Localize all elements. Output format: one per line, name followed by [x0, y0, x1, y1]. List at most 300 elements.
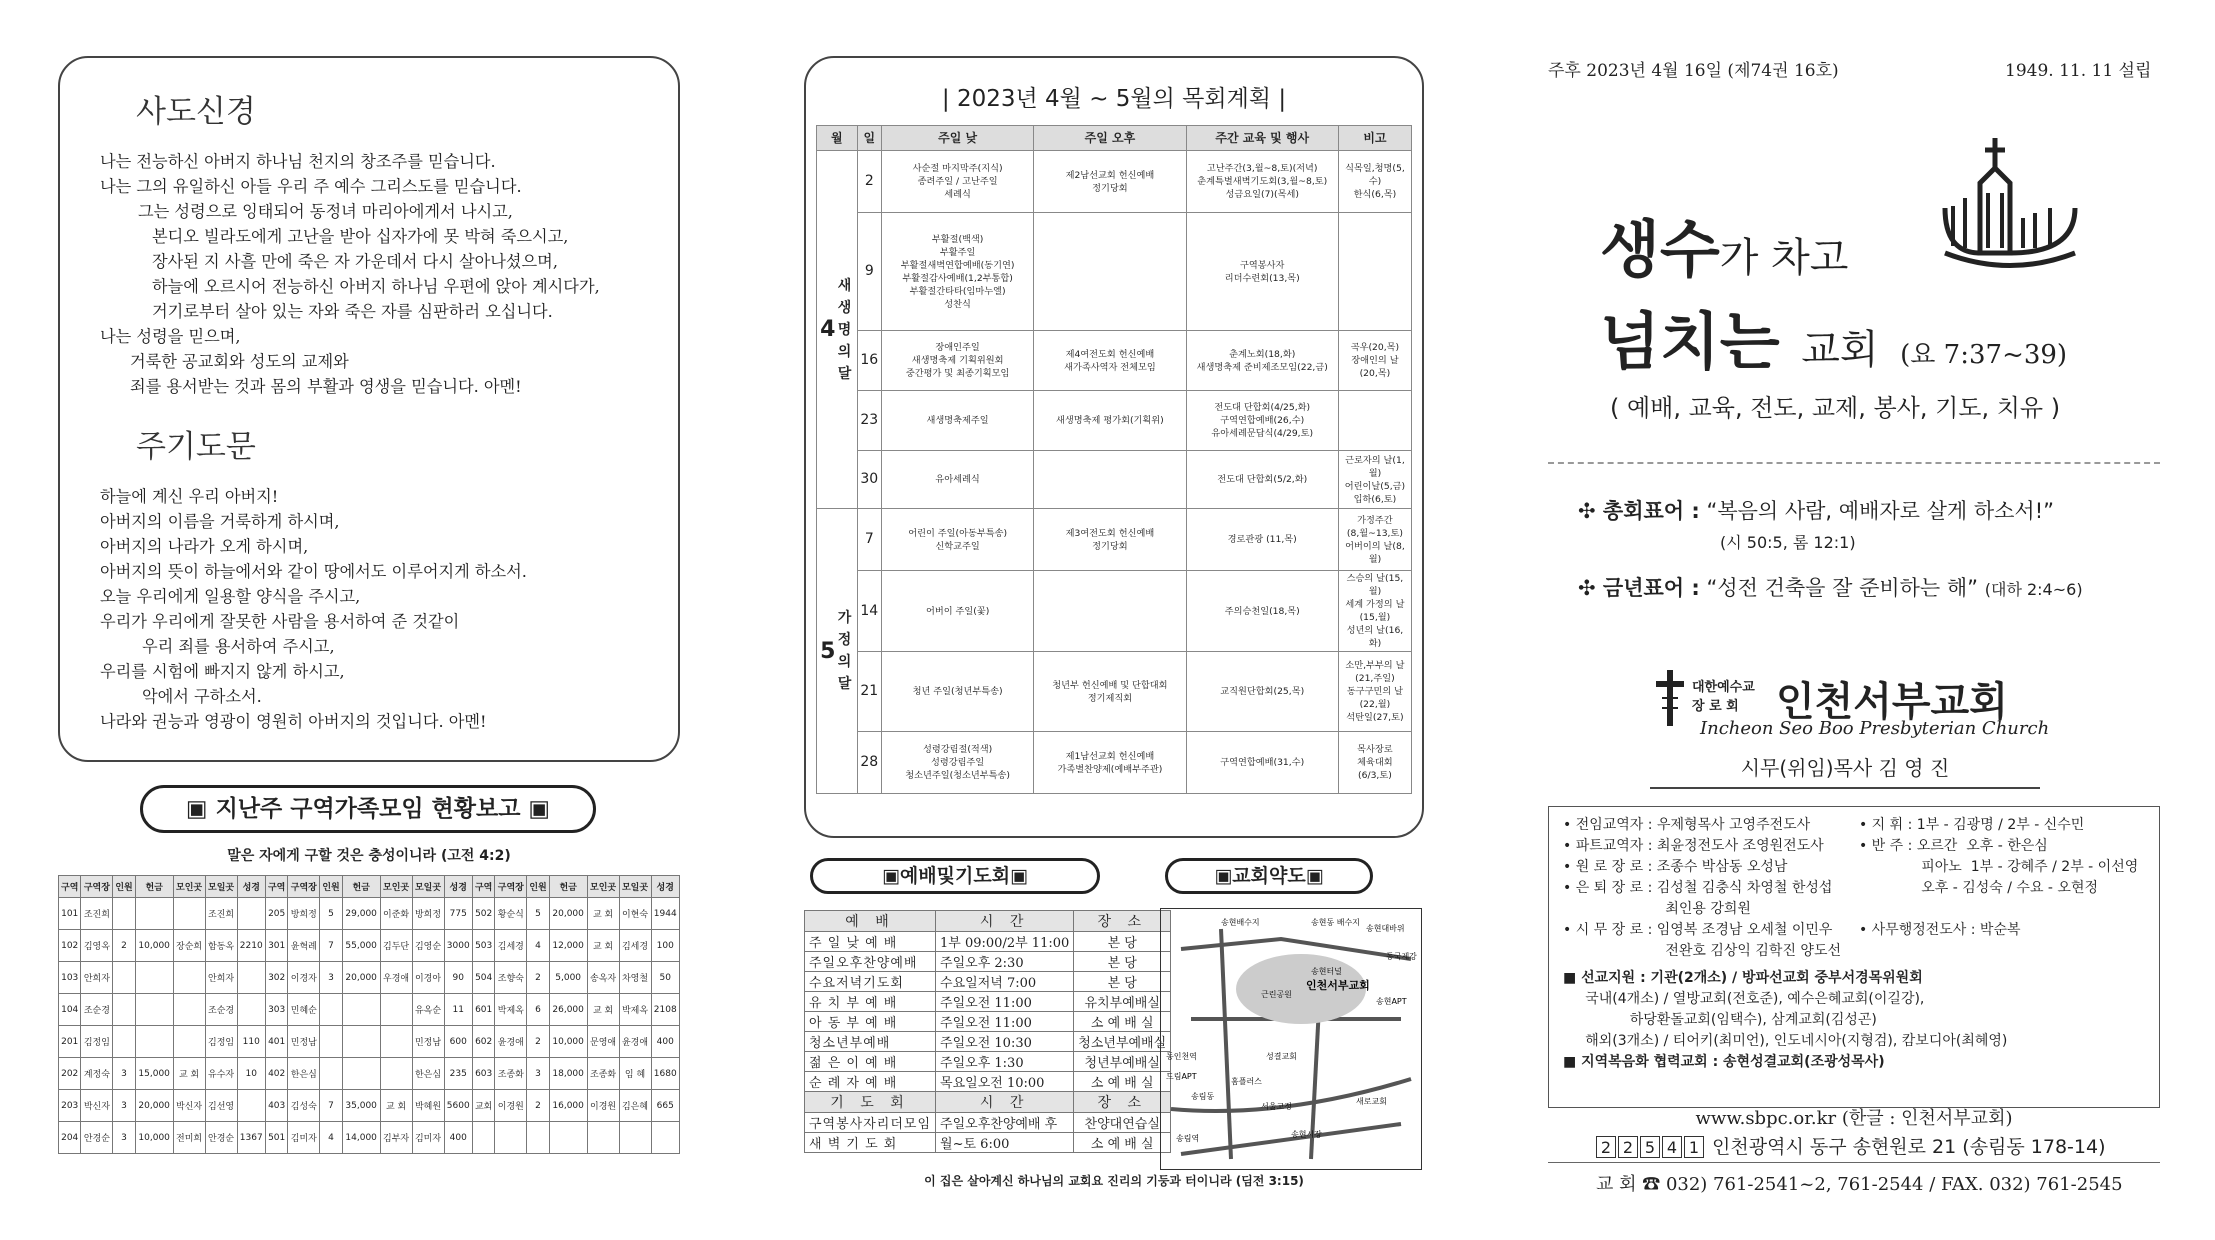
prayer-line: 우리 죄를 용서하여 주시고, [142, 637, 335, 656]
report-header-cell: 구역장 [288, 876, 320, 898]
report-cell [380, 1058, 412, 1090]
creed-line: 본디오 빌라도에게 고난을 받아 십자가에 못 박혀 죽으시고, [152, 227, 569, 246]
report-header-cell: 모일곳 [412, 876, 444, 898]
schedule-cell: 소만,부부의 날 (21,주일) 동구구민의 날 (22,월) 석탄일(27,토) [1338, 652, 1411, 732]
report-header-row [59, 876, 680, 898]
report-header-cell: 성경 [237, 876, 265, 898]
report-cell: 5600 [444, 1090, 472, 1122]
schedule-header-cell: 주일 오후 [1034, 126, 1186, 151]
worship-header-cell: 장 소 [1074, 1092, 1171, 1113]
schedule-day: 28 [857, 732, 881, 794]
prayer-line: 아버지의 나라가 오게 하시며, [100, 537, 309, 556]
schedule-day: 14 [857, 571, 881, 652]
prayer-line: 아버지의 이름을 거룩하게 하시며, [100, 512, 340, 531]
report-cell: 임 혜 [619, 1058, 651, 1090]
schedule-row [817, 391, 1412, 451]
report-cell: 2 [113, 930, 135, 962]
zip-digit: 4 [1662, 1136, 1682, 1158]
report-cell: 조순경 [81, 994, 113, 1026]
report-cell: 502 [472, 898, 494, 930]
worship-row [805, 1052, 1171, 1072]
map-label: 근린공원 [1261, 990, 1292, 999]
schedule-cell: 어버이 주일(꽃) [881, 571, 1033, 652]
map-label: 성결교회 [1266, 1052, 1297, 1061]
schedule-month-theme: 새 생 명 의 달 [837, 277, 852, 382]
report-header-cell: 인원 [113, 876, 135, 898]
creed-line: 나는 전능하신 아버지 하나님 천지의 창조주를 믿습니다. [100, 152, 496, 171]
report-cell: 504 [472, 962, 494, 994]
report-cell: 이경원 [495, 1090, 527, 1122]
report-cell: 101 [59, 898, 81, 930]
report-cell: 3 [527, 1058, 549, 1090]
slogan-1b: 가 차고 [1719, 235, 1849, 281]
denom-line1: 대한예수교 [1692, 680, 1755, 695]
report-cell: 안희자 [81, 962, 113, 994]
map-label: 서울고정 [1261, 1102, 1292, 1111]
motto1-label: ✣ 총회표어 : [1578, 499, 1700, 523]
phone: 교 회 ☎ 032) 761-2541~2, 761-2544 / FAX. 032) 761-2545 [1596, 1174, 2123, 1195]
schedule-cell: 사순절 마지막주(지식) 종려주일 / 고난주일 세례식 [881, 151, 1033, 213]
report-cell: 204 [59, 1122, 81, 1154]
report-header-cell: 구역장 [81, 876, 113, 898]
slogan-line2 [1600, 292, 2067, 381]
map-label: 홈플러스 [1231, 1077, 1262, 1086]
report-cell: 방희정 [288, 898, 320, 930]
prayer-line: 아버지의 뜻이 하늘에서와 같이 땅에서도 이루어지게 하소서. [100, 562, 527, 581]
report-cell: 302 [265, 962, 287, 994]
report-cell: 황순식 [495, 898, 527, 930]
staff-line [1859, 899, 2145, 920]
report-header-cell: 구역 [472, 876, 494, 898]
report-cell: 안경순 [205, 1122, 237, 1154]
report-header-cell: 인원 [320, 876, 342, 898]
creed-title: 사도신경 [136, 94, 256, 130]
report-cell: 2108 [651, 994, 680, 1026]
worship-cell: 주일오후 1:30 [936, 1052, 1074, 1072]
report-cell [380, 994, 412, 1026]
schedule-cell [1338, 391, 1411, 451]
report-cell: 김정임 [81, 1026, 113, 1058]
report-cell: 301 [265, 930, 287, 962]
schedule-day: 30 [857, 451, 881, 509]
staff-box [1548, 806, 2160, 1108]
staff-line: • 반 주 : 오르간 오후 - 한은심 [1858, 838, 2048, 854]
schedule-cell [1034, 571, 1186, 652]
partner-church: ■ 지역복음화 협력교회 : 송현성결교회(조광성목사) [1563, 1054, 1885, 1070]
slogan-2b: 교회 [1801, 327, 1879, 373]
report-cell: 100 [651, 930, 680, 962]
report-row [59, 962, 680, 994]
schedule-cell: 새생명축제주일 [881, 391, 1033, 451]
report-cell: 박혜원 [412, 1090, 444, 1122]
report-cell [380, 1026, 412, 1058]
map-label: 송현동 배수지 [1311, 918, 1360, 927]
worship-cell: 찬양대연습실 [1074, 1113, 1171, 1133]
worship-cell: 청소년부예배 [805, 1032, 936, 1052]
schedule-cell: 제1남선교회 헌신예배 가족별찬양제(예배부주관) [1034, 732, 1186, 794]
road-line [1181, 1124, 1401, 1154]
map-label: 송현대바위 [1366, 924, 1405, 933]
ministry-list: ( 예배, 교육, 전도, 교제, 봉사, 기도, 치유 ) [1610, 394, 2061, 422]
report-header-cell: 구역 [265, 876, 287, 898]
schedule-cell: 제2남선교회 헌신예배 정기당회 [1034, 151, 1186, 213]
map-label: 송림동 [1191, 1092, 1215, 1101]
map-label: 동국제강 [1386, 952, 1417, 961]
report-cell [342, 1058, 380, 1090]
schedule-row [817, 571, 1412, 652]
report-cell: 201 [59, 1026, 81, 1058]
schedule-day: 7 [857, 509, 881, 571]
zip-digit: 1 [1684, 1136, 1704, 1158]
report-cell: 이경아 [412, 962, 444, 994]
prayer-line: 악에서 구하소서. [142, 687, 262, 706]
report-cell: 민혜순 [288, 994, 320, 1026]
report-cell: 14,000 [342, 1122, 380, 1154]
worship-cell: 본 당 [1074, 952, 1171, 972]
report-cell: 2 [527, 1026, 549, 1058]
report-cell: 차영철 [619, 962, 651, 994]
report-cell: 전미희 [173, 1122, 205, 1154]
report-cell: 16,000 [549, 1090, 587, 1122]
schedule-row [817, 451, 1412, 509]
worship-row [805, 1113, 1171, 1133]
report-cell: 303 [265, 994, 287, 1026]
report-cell [549, 1122, 587, 1154]
report-cell [173, 1026, 205, 1058]
report-cell: 4 [527, 930, 549, 962]
report-cell: 한은심 [412, 1058, 444, 1090]
report-cell: 교 회 [587, 898, 619, 930]
schedule-cell: 주의승천일(18,목) [1186, 571, 1338, 652]
report-cell: 5 [527, 898, 549, 930]
report-cell: 3 [113, 1058, 135, 1090]
issue-date: 주후 2023년 4월 16일 (제74권 16호) [1548, 61, 1839, 81]
worship-header-cell: 시 간 [936, 911, 1074, 932]
worship-cell: 본 당 [1074, 972, 1171, 992]
worship-cell: 주일오후찬양예배 후 [936, 1113, 1074, 1133]
worship-cell: 청소년부예배실 [1074, 1032, 1171, 1052]
report-cell: 2 [527, 1090, 549, 1122]
report-cell: 민정남 [288, 1026, 320, 1058]
report-cell: 이현숙 [619, 898, 651, 930]
schedule-cell: 춘계노회(18,화) 새생명축제 준비제조모임(22,금) [1186, 331, 1338, 391]
report-cell: 김정임 [205, 1026, 237, 1058]
mission-line: ■ 선교지원 : 기관(2개소) / 방파선교회 중부서경목위원회 [1563, 970, 1923, 986]
report-cell [135, 994, 173, 1026]
map-label: 인천서부교회 [1306, 979, 1370, 992]
report-verse: 말은 자에게 구할 것은 충성이니라 (고전 4:2) [227, 848, 511, 864]
prayer-text [100, 484, 638, 734]
report-cell: 50 [651, 962, 680, 994]
worship-row [805, 1012, 1171, 1032]
report-cell: 400 [651, 1026, 680, 1058]
creed-text [100, 149, 638, 399]
schedule-cell: 장애인주일 새생명축제 기획위원회 중간평가 및 최종기획모임 [881, 331, 1033, 391]
report-row [59, 1122, 680, 1154]
report-cell: 10,000 [135, 930, 173, 962]
worship-row [805, 992, 1171, 1012]
schedule-day: 23 [857, 391, 881, 451]
schedule-day: 21 [857, 652, 881, 732]
report-cell: 203 [59, 1090, 81, 1122]
staff-line: 전완호 김상익 김학진 양도선 [1563, 943, 1841, 959]
report-cell: 2210 [237, 930, 265, 962]
creed-line: 거기로부터 살아 있는 자와 죽은 자를 심판하러 오십니다. [152, 302, 553, 321]
prayer-line: 나라와 권능과 영광이 영원히 아버지의 것입니다. 아멘! [100, 712, 487, 731]
worship-cell: 주일오전 11:00 [936, 1012, 1074, 1032]
report-cell: 교 회 [380, 1090, 412, 1122]
report-cell [135, 898, 173, 930]
schedule-cell: 경로관광 (11,목) [1186, 509, 1338, 571]
report-cell: 윤경애 [495, 1026, 527, 1058]
report-cell: 10,000 [549, 1026, 587, 1058]
mission-support [1563, 968, 2145, 1052]
report-header-cell: 헌금 [549, 876, 587, 898]
report-cell [619, 1122, 651, 1154]
report-cell [342, 1026, 380, 1058]
church-name: 인천서부교회 [1776, 679, 2008, 725]
schedule-cell: 전도대 단합회(4/25,화) 구역연합예배(26,수) 유아세례문답식(4/29,토) [1186, 391, 1338, 451]
staff-right [1859, 815, 2145, 962]
report-cell [237, 962, 265, 994]
report-cell: 403 [265, 1090, 287, 1122]
mission-line: 국내(4개소) / 열방교회(전호준), 예수은혜교회(이길강), [1563, 991, 1925, 1007]
schedule-cell: 목사장로 체육대회 (6/3,토) [1338, 732, 1411, 794]
report-cell: 10 [237, 1058, 265, 1090]
schedule-header-cell: 비고 [1338, 126, 1411, 151]
report-cell: 603 [472, 1058, 494, 1090]
report-cell [113, 962, 135, 994]
schedule-row [817, 331, 1412, 391]
report-row [59, 994, 680, 1026]
report-cell: 김은혜 [619, 1090, 651, 1122]
report-cell: 600 [444, 1026, 472, 1058]
schedule-cell: 구역연합예배(31,수) [1186, 732, 1338, 794]
report-cell: 400 [444, 1122, 472, 1154]
staff-line: • 원 로 장 로 : 조종수 박삼동 오성남 [1563, 859, 1788, 875]
creed-panel [58, 56, 680, 762]
worship-cell: 월~토 6:00 [936, 1133, 1074, 1153]
report-cell: 29,000 [342, 898, 380, 930]
report-cell: 7 [320, 930, 342, 962]
address-text: 인천광역시 동구 송현원로 21 (송림동 178-14) [1712, 1136, 2106, 1158]
worship-table [804, 910, 1167, 1153]
zip-digit: 2 [1596, 1136, 1616, 1158]
worship-header-cell: 기 도 회 [805, 1092, 936, 1113]
zip-digit: 2 [1618, 1136, 1638, 1158]
worship-grid [804, 910, 1171, 1153]
creed-line: 장사된 지 사흘 만에 죽은 자 가운데서 다시 살아나셨으며, [152, 252, 558, 271]
schedule-panel [804, 56, 1424, 838]
report-cell [342, 994, 380, 1026]
report-cell: 안희자 [205, 962, 237, 994]
report-header-cell: 모인곳 [380, 876, 412, 898]
worship-cell: 유 치 부 예 배 [805, 992, 936, 1012]
report-header-cell: 구역 [59, 876, 81, 898]
schedule-header-cell: 월 [817, 126, 858, 151]
report-cell: 11 [444, 994, 472, 1026]
report-cell [173, 898, 205, 930]
staff-columns [1563, 815, 2145, 962]
staff-line: 최인용 강희원 [1563, 901, 1751, 917]
map-label: 송림역 [1176, 1134, 1200, 1143]
schedule-cell: 유아세례식 [881, 451, 1033, 509]
schedule-month [817, 509, 858, 794]
report-cell: 교 회 [587, 930, 619, 962]
motto2-text: “성전 건축을 잘 준비하는 해” [1706, 576, 1979, 600]
cross-logo-icon [1652, 668, 1688, 728]
slogan-ref: (요 7:37~39) [1900, 340, 2068, 370]
schedule-table [816, 125, 1412, 794]
map-label: 송현APT [1376, 997, 1407, 1006]
report-cell: 이경자 [288, 962, 320, 994]
report-header-cell: 성경 [444, 876, 472, 898]
report-cell: 503 [472, 930, 494, 962]
report-cell: 110 [237, 1026, 265, 1058]
staff-line: 오후 - 김성숙 / 수요 - 오현정 [1858, 880, 2099, 896]
footer-verse: 이 집은 살아계신 하나님의 교회요 진리의 기둥과 터이니라 (딤전 3:15) [924, 1174, 1304, 1188]
schedule-month-number: 4 [820, 317, 836, 342]
report-cell [651, 1122, 680, 1154]
divider-dashed [1548, 462, 2160, 464]
report-cell: 한은심 [288, 1058, 320, 1090]
creed-line: 거룩한 공교회와 성도의 교제와 [130, 352, 349, 371]
worship-row [805, 1072, 1171, 1092]
worship-header-row [805, 911, 1171, 932]
report-cell: 조향숙 [495, 962, 527, 994]
report-cell: 계정숙 [81, 1058, 113, 1090]
prayer-line: 하늘에 계신 우리 아버지! [100, 487, 279, 506]
staff-line: • 은 퇴 장 로 : 김성철 김충식 차영철 한성섭 [1563, 880, 1833, 896]
report-cell: 장순희 [173, 930, 205, 962]
report-cell: 김성숙 [288, 1090, 320, 1122]
motto2-label: ✣ 금년표어 : [1578, 576, 1700, 600]
staff-line: • 전임교역자 : 우제형목사 고영주전도사 [1563, 817, 1811, 833]
report-cell: 10,000 [135, 1122, 173, 1154]
schedule-cell: 어린이 주일(아동부특송) 신학교주일 [881, 509, 1033, 571]
report-cell: 박신자 [81, 1090, 113, 1122]
worship-cell: 수요저녁기도회 [805, 972, 936, 992]
creed-line: 하늘에 오르시어 전능하신 아버지 하나님 우편에 앉아 계시다가, [152, 277, 600, 296]
report-cell: 7 [320, 1090, 342, 1122]
report-cell: 20,000 [342, 962, 380, 994]
report-header-cell: 모인곳 [587, 876, 619, 898]
report-cell: 김세경 [495, 930, 527, 962]
report-cell: 5 [320, 898, 342, 930]
motto-general [1578, 495, 2054, 525]
report-cell [135, 962, 173, 994]
church-bible-icon [1935, 128, 2085, 278]
worship-row [805, 932, 1171, 952]
report-cell: 402 [265, 1058, 287, 1090]
report-title: ▣ 지난주 구역가족모임 현황보고 ▣ [140, 785, 596, 833]
report-cell: 401 [265, 1026, 287, 1058]
report-row [59, 930, 680, 962]
report-cell: 김미자 [288, 1122, 320, 1154]
map-label: 동인천역 [1166, 1052, 1197, 1061]
report-cell [320, 1058, 342, 1090]
prayer-line: 오늘 우리에게 일용할 양식을 주시고, [100, 587, 361, 606]
schedule-cell: 구역봉사자 리더수련회(13,목) [1186, 213, 1338, 331]
report-cell: 35,000 [342, 1090, 380, 1122]
report-cell: 우경애 [380, 962, 412, 994]
report-cell [237, 1090, 265, 1122]
worship-row [805, 952, 1171, 972]
report-cell: 윤혁례 [288, 930, 320, 962]
slogan-2a: 넘치는 [1600, 305, 1780, 378]
report-cell [135, 1026, 173, 1058]
schedule-cell: 성령강림절(적색) 성령강림주일 청소년주일(청소년부특송) [881, 732, 1033, 794]
worship-cell: 주일오전 11:00 [936, 992, 1074, 1012]
report-cell: 501 [265, 1122, 287, 1154]
schedule-month-number: 5 [820, 638, 836, 664]
report-cell: 90 [444, 962, 472, 994]
report-cell: 235 [444, 1058, 472, 1090]
schedule-cell: 곡우(20,목) 장애인의 날 (20,목) [1338, 331, 1411, 391]
report-cell: 문영애 [587, 1026, 619, 1058]
report-cell: 665 [651, 1090, 680, 1122]
report-cell: 김세경 [619, 930, 651, 962]
schedule-cell [1338, 213, 1411, 331]
worship-header-cell: 예 배 [805, 911, 936, 932]
worship-cell: 목요일오전 10:00 [936, 1072, 1074, 1092]
pastor-name: 시무(위임)목사 김 영 진 [1650, 752, 2040, 789]
schedule-header-row [817, 126, 1412, 151]
worship-cell: 본 당 [1074, 932, 1171, 952]
worship-cell: 젊 은 이 예 배 [805, 1052, 936, 1072]
schedule-cell: 교직원단합회(25,목) [1186, 652, 1338, 732]
report-cell: 교 회 [587, 994, 619, 1026]
schedule-day: 2 [857, 151, 881, 213]
schedule-cell: 전도대 단합회(5/2,화) [1186, 451, 1338, 509]
prayer-title: 주기도문 [136, 429, 256, 465]
church-map[interactable] [1160, 908, 1422, 1170]
creed-line: 그는 성령으로 잉태되어 동정녀 마리아에게서 나시고, [138, 202, 513, 221]
staff-line [1859, 941, 2145, 962]
report-cell [472, 1122, 494, 1154]
staff-line: • 지 휘 : 1부 - 김광명 / 2부 - 신수민 [1858, 817, 2085, 833]
website[interactable]: www.sbpc.or.kr (한글 : 인천서부교회) [1695, 1108, 2013, 1129]
map-label: 새로교회 [1356, 1097, 1387, 1106]
report-cell: 박제옥 [619, 994, 651, 1026]
prayer-line: 우리를 시험에 빠지지 않게 하시고, [100, 662, 345, 681]
schedule-row [817, 151, 1412, 213]
report-cell: 104 [59, 994, 81, 1026]
report-cell: 이경원 [587, 1090, 619, 1122]
report-cell: 김미자 [412, 1122, 444, 1154]
report-cell: 775 [444, 898, 472, 930]
report-header-cell: 모일곳 [205, 876, 237, 898]
report-row [59, 898, 680, 930]
worship-cell: 유치부예배실 [1074, 992, 1171, 1012]
report-cell: 윤경애 [619, 1026, 651, 1058]
report-cell: 12,000 [549, 930, 587, 962]
report-cell: 방희정 [412, 898, 444, 930]
report-cell [237, 898, 265, 930]
report-cell: 6 [527, 994, 549, 1026]
slogan-line1 [1600, 200, 1848, 289]
report-header-cell: 모일곳 [619, 876, 651, 898]
schedule-cell: 제3여전도회 헌신예배 정기당회 [1034, 509, 1186, 571]
report-cell: 이준화 [380, 898, 412, 930]
zip-digit: 5 [1640, 1136, 1660, 1158]
mission-line: 하당환돌교회(임택수), 삼계교회(김성곤) [1563, 1012, 1877, 1028]
report-header-cell: 모인곳 [173, 876, 205, 898]
report-cell: 602 [472, 1026, 494, 1058]
creed-line: 나는 그의 유일하신 아들 우리 주 예수 그리스도를 믿습니다. [100, 177, 522, 196]
report-header-cell: 헌금 [135, 876, 173, 898]
report-cell: 유옥순 [412, 994, 444, 1026]
